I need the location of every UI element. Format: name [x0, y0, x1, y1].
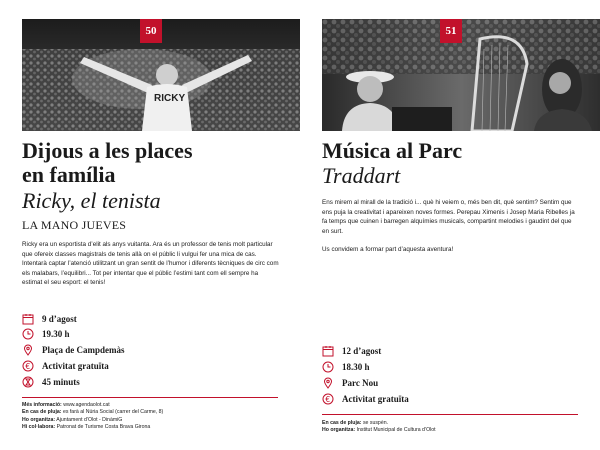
description-paragraph-2: Us convidem a formar part d’aquesta aventura!	[322, 246, 454, 254]
info-duration	[22, 374, 80, 390]
shirt-text: RICKY	[154, 93, 186, 104]
info-date	[322, 343, 381, 359]
event-description	[322, 198, 580, 264]
title-line-2: en família	[22, 162, 116, 187]
info-location-text: Parc Nou	[342, 378, 379, 388]
info-price-text: Activitat gratuïta	[342, 394, 409, 404]
event-organizer: LA MANO JUEVES	[22, 218, 127, 232]
footer-line-rain: En cas de pluja: es farà al Núria Social (carrer del Carme, 8)	[22, 409, 164, 416]
description-paragraph: Ricky era un esportista d’elit als anys vuitanta. Ara és un professor de tenis molt particular que ofereix classes magistrals de tenis allà on el públic li vulgui fer una mica de cas. Intentarà captar l’atenció utilitzant un gran sentit de l’humor i diferents tècniques de circ com els malabars, l’equilibri... Tot per intentar que el públic l’estimi tant com ell sempre ha estimat el seu esport: el tenis!	[22, 241, 279, 287]
euro-icon	[322, 393, 334, 405]
event-description	[22, 240, 280, 297]
info-time	[22, 326, 70, 342]
footer-line-more-info: Més informació: www.agendaolot.cat	[22, 402, 110, 408]
event-number-badge: 50	[140, 19, 162, 43]
info-price	[22, 358, 109, 374]
calendar-icon	[322, 345, 334, 357]
footer-divider	[322, 414, 578, 415]
svg-text:€: €	[325, 394, 331, 404]
event-column-50	[22, 0, 300, 450]
info-location	[22, 342, 125, 358]
calendar-icon	[22, 313, 34, 325]
clock-icon	[322, 361, 334, 373]
footer-line-organizer: Ho organitza: Institut Municipal de Cultura d’Olot	[322, 427, 436, 434]
svg-text:€: €	[25, 361, 31, 371]
info-price	[322, 391, 409, 407]
info-price-text: Activitat gratuïta	[42, 361, 109, 371]
event-title	[22, 139, 300, 187]
footer-line-rain: En cas de pluja: se suspèn.	[322, 420, 389, 426]
info-location	[322, 375, 378, 391]
event-column-51	[322, 0, 600, 450]
footer-line-organizer: Ho organitza: Ajuntament d’Olot - DinàmiG	[22, 416, 123, 423]
info-date	[22, 311, 77, 327]
location-pin-icon	[322, 377, 334, 389]
event-subtitle: Traddart	[322, 163, 401, 188]
event-subtitle: Ricky, el tenista	[22, 188, 161, 213]
event-number-badge: 51	[440, 19, 462, 43]
euro-icon	[22, 360, 34, 372]
title-line-1: Dijous a les places	[22, 138, 193, 163]
clock-icon	[22, 328, 34, 340]
event-title: Música al Parc	[322, 138, 463, 163]
info-time-text: 19.30 h	[42, 329, 70, 339]
info-duration-text: 45 minuts	[42, 377, 80, 387]
footer-divider	[22, 397, 278, 398]
info-time-text: 18.30 h	[342, 362, 370, 372]
footer-line-collaborator: Hi col·labora: Patronat de Turisme Costa Brava Girona	[22, 424, 151, 431]
event-footer	[22, 402, 282, 432]
info-date-text: 12 d’agost	[342, 346, 382, 356]
info-time	[322, 359, 370, 375]
event-footer	[322, 420, 582, 435]
description-paragraph-1: Ens mirem al mirall de la tradició i... què hi veiem o, més ben dit, què sentim? Sentim que ens puja la creativitat i apareixen noves formes. Perepau Ximenis i Josep Maria Ribelles ja fa temps que cuinen i barregen alquímies musicals, compartint melodies i gaudint del que en surt.	[322, 199, 575, 235]
info-location-text: Plaça de Campdemàs	[42, 345, 125, 355]
hourglass-icon	[22, 376, 34, 388]
location-pin-icon	[22, 344, 34, 356]
info-date-text: 9 d’agost	[42, 314, 77, 324]
